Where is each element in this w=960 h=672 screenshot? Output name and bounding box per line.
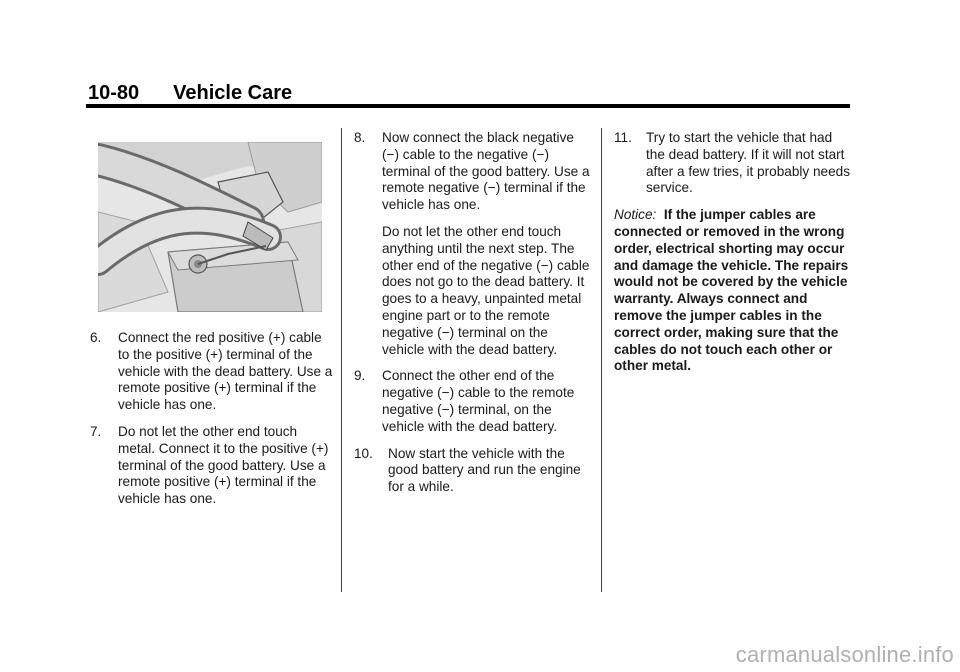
step-number: 7. bbox=[90, 423, 102, 439]
column-divider bbox=[341, 128, 342, 592]
step-number: 9. bbox=[354, 368, 366, 384]
step-text: Try to start the vehicle that had the dead battery. If it will not start after a few tries, it probably needs service. bbox=[646, 130, 851, 196]
step-number: 10. bbox=[354, 445, 373, 461]
step-item bbox=[614, 130, 854, 197]
watermark: carmanualsonline.info bbox=[735, 642, 954, 667]
step-extra-text: Do not let the other end touch anything until the next step. The other end of the negative (−) cable does not go to the dead battery. It goes to a heavy, unpainted metal engine part or to the remote negative (−) terminal on the vehicle with the dead battery. bbox=[382, 223, 590, 357]
step-text: Do not let the other end touch metal. Connect it to the positive (+) terminal of the good battery. Use a remote positive (+) terminal if the vehicle has one. bbox=[118, 423, 329, 507]
step-text: Now start the vehicle with the good battery and run the engine for a while. bbox=[388, 445, 581, 495]
step-item bbox=[90, 330, 334, 414]
step-text: Connect the other end of the negative (−) cable to the remote negative (−) terminal, on the vehicle with the dead battery. bbox=[382, 368, 575, 434]
step-item bbox=[354, 130, 590, 358]
step-number: 8. bbox=[354, 130, 366, 145]
step-item bbox=[354, 446, 590, 496]
step-number: 11. bbox=[614, 130, 632, 145]
step-text: Now connect the black negative (−) cable to the negative (−) terminal of the good battery. Use a remote negative (−) terminal if the vehicle has one. bbox=[382, 130, 590, 213]
step-number: 6. bbox=[90, 330, 102, 345]
column-2 bbox=[354, 130, 590, 506]
jumper-cable-engine-illustration-icon bbox=[98, 142, 322, 312]
step-text: Connect the red positive (+) cable to the positive (+) terminal of the vehicle with the dead battery. Use a remote positive (+) terminal if the vehicle has one. bbox=[118, 330, 333, 413]
column-divider bbox=[601, 128, 602, 592]
column-3 bbox=[614, 130, 854, 375]
page-header bbox=[88, 82, 292, 105]
step-item bbox=[354, 368, 590, 435]
header-rule bbox=[86, 104, 850, 108]
notice-paragraph bbox=[614, 207, 854, 375]
page-number: 10-80 bbox=[88, 82, 140, 104]
notice-label: Notice: bbox=[614, 207, 657, 223]
section-title: Vehicle Care bbox=[173, 82, 293, 104]
jumper-cable-illustration bbox=[98, 142, 322, 312]
column-1 bbox=[90, 330, 334, 518]
notice-text: If the jumper cables are connected or removed in the wrong order, electrical shorting may occur and damage the vehicle. The repairs would not be covered by the vehicle warranty. Always connect and remove the jumper cables in the correct order, making sure that the cables do not touch each other or other metal. bbox=[614, 207, 849, 374]
step-item bbox=[90, 424, 334, 508]
